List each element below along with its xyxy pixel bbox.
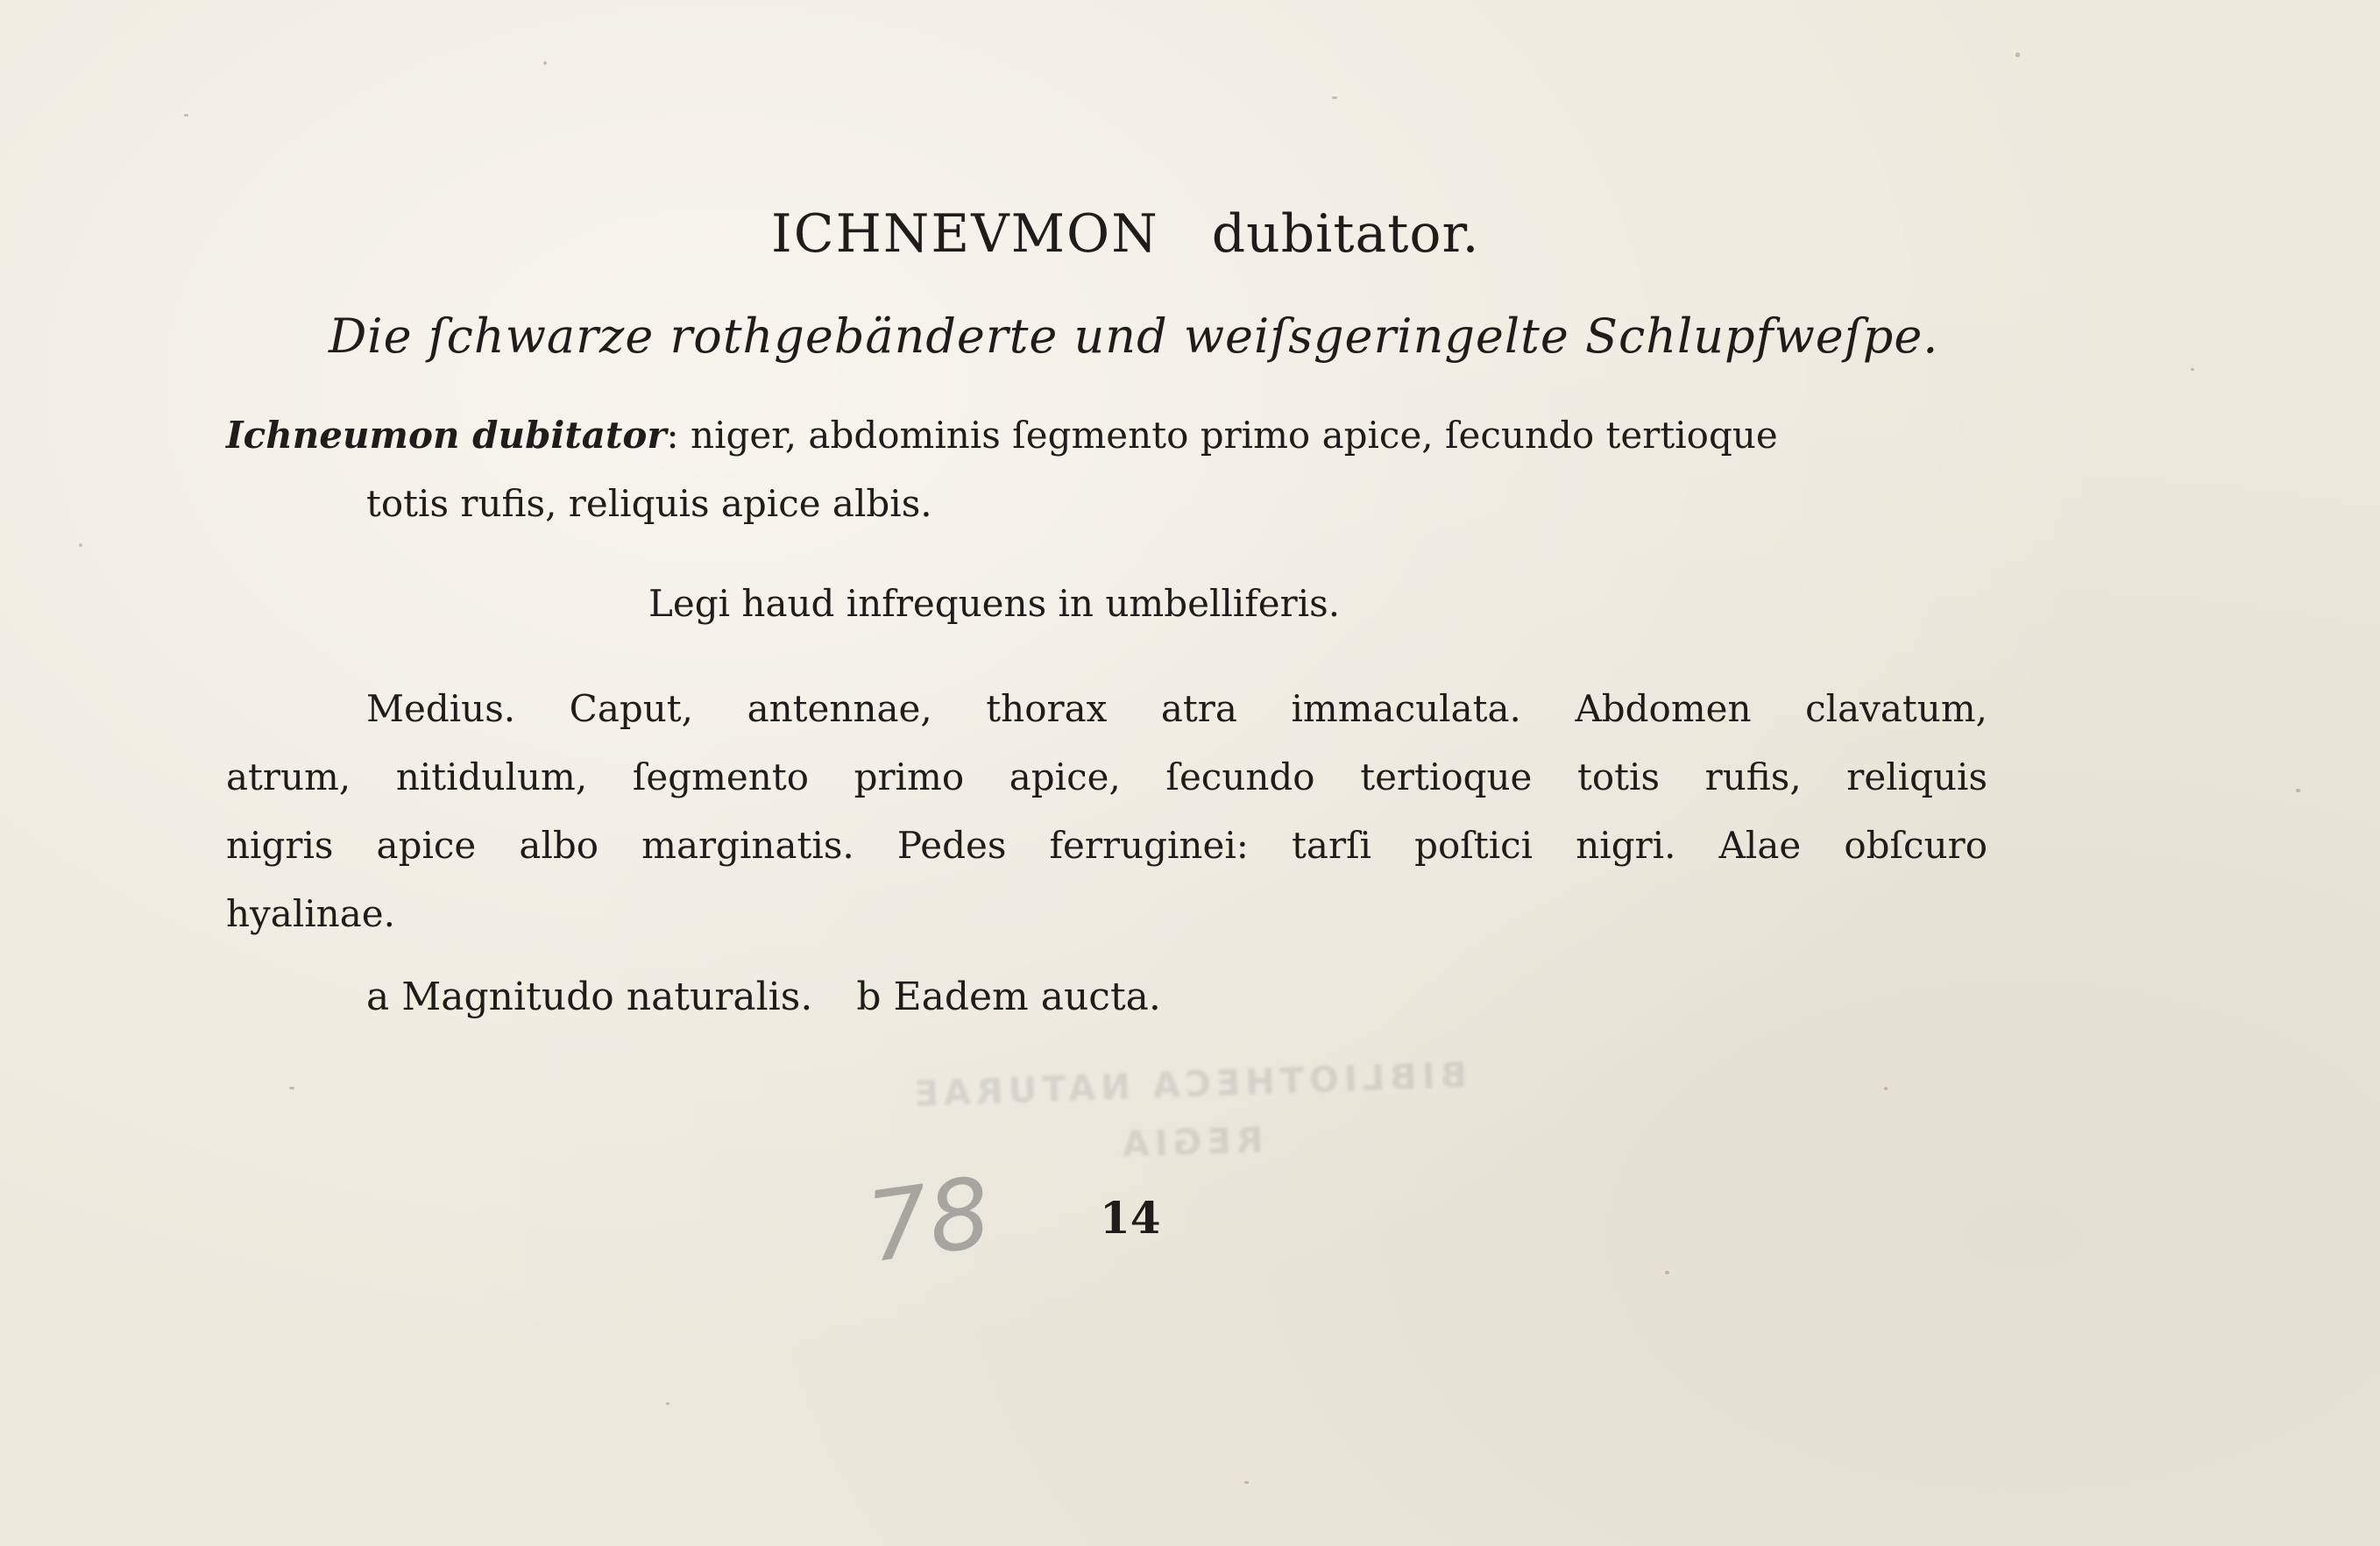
paper-speck [1332, 96, 1337, 99]
paper-speck [2015, 53, 2020, 57]
genus-name: ICHNEVMON [771, 203, 1159, 265]
caption-enlarged: b Eadem aucta. [856, 975, 1161, 1019]
diagnosis-text: : niger, abdominis ſegmento primo apice, ſecundo tertioque [666, 414, 1778, 457]
habitat-note: Legi haud infrequens in umbelliferis. [648, 582, 1341, 625]
diagnosis-first-line [226, 414, 1778, 457]
description-paragraph [226, 675, 1987, 948]
paper-speck [666, 1402, 669, 1405]
page-number: 14 [1100, 1192, 1161, 1244]
paper-speck [543, 61, 547, 65]
paper-speck [289, 1087, 294, 1089]
figure-caption [366, 975, 1161, 1019]
german-common-name: Die ſchwarze rothgebänderte und weiſsgeringelte Schlupfweſpe. [329, 308, 1939, 364]
page-title [771, 203, 1480, 265]
paper-speck [1884, 1087, 1888, 1090]
description-line: atrum, nitidulum, ſegmento primo apice, ſecundo tertioque totis rufis, reliquis [226, 755, 1987, 798]
species-name: dubitator. [1211, 203, 1480, 265]
caption-natural-size: a Magnitudo naturalis. [366, 975, 813, 1019]
handwritten-pencil-number: 78 [860, 1155, 998, 1285]
paper-speck [2191, 368, 2194, 371]
paper-speck [1244, 1481, 1249, 1484]
paper-speck [184, 114, 188, 117]
description-line: hyalinae. [226, 892, 395, 935]
paper-speck [2296, 789, 2300, 792]
paper-speck [79, 543, 82, 547]
description-line: nigris apice albo marginatis. Pedes ferruginei: tarſi poſtici nigri. Alae obſcuro [226, 824, 1987, 867]
library-stamp-text: BIBLIOTHECA NATURAE REGIA [908, 1054, 1468, 1166]
description-line: Medius. Caput, antennae, thorax atra immaculata. Abdomen clavatum, [366, 687, 1987, 730]
paper-speck [1665, 1271, 1669, 1274]
diagnosis-species-name: Ichneumon dubitator [226, 414, 667, 457]
diagnosis-second-line: totis rufis, reliquis apice albis. [366, 482, 932, 525]
